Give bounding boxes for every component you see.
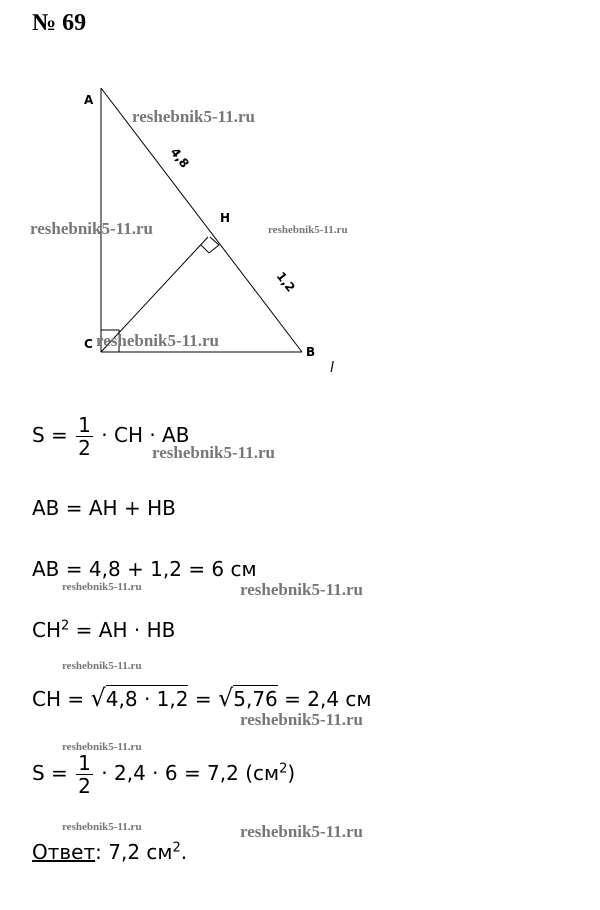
answer-label: Ответ bbox=[32, 840, 96, 864]
vertex-a-label: A bbox=[84, 93, 94, 107]
watermark: reshebnik5-11.ru bbox=[62, 660, 142, 672]
area-calculation: S = $\frac{1}{2}$ · 2,4 · 6 = 7,2 $(см^2)$ bbox=[32, 751, 296, 798]
ch-calculation: CH = √4,8 · 1,2 = √5,76 = 2,4 см bbox=[32, 684, 372, 712]
fraction-one-half: $\frac{1}{2}$ bbox=[78, 751, 91, 798]
watermark: reshebnik5-11.ru bbox=[268, 224, 348, 236]
watermark: reshebnik5-11.ru bbox=[152, 443, 275, 462]
triangle-figure bbox=[0, 0, 600, 400]
fraction-one-half: $\frac{1}{2}$ bbox=[78, 413, 91, 460]
segment-ah-length: 4,8 bbox=[167, 145, 192, 171]
area-formula: S = $\frac{1}{2}$ · CH · AB bbox=[32, 413, 190, 460]
watermark: reshebnik5-11.ru bbox=[96, 331, 219, 350]
watermark: reshebnik5-11.ru bbox=[240, 710, 363, 729]
ch-squared-formula: $CH^2$ = AH · HB bbox=[32, 618, 176, 642]
watermark: reshebnik5-11.ru bbox=[240, 822, 363, 841]
watermark: reshebnik5-11.ru bbox=[62, 821, 142, 833]
segment-hb-length: 1,2 bbox=[273, 269, 298, 295]
ab-sum-formula: AB = AH + HB bbox=[32, 496, 176, 520]
watermark: reshebnik5-11.ru bbox=[30, 219, 153, 238]
watermark: reshebnik5-11.ru bbox=[62, 581, 142, 593]
problem-number: № 69 bbox=[32, 10, 87, 36]
ab-calculation: AB = 4,8 + 1,2 = 6 см bbox=[32, 557, 257, 581]
vertex-b-label: B bbox=[306, 345, 316, 359]
vertex-c-label: C bbox=[84, 337, 93, 351]
answer-line: Ответ: 7,2 $см^2$. bbox=[32, 840, 188, 864]
stray-mark: l bbox=[330, 360, 334, 376]
watermark: reshebnik5-11.ru bbox=[132, 107, 255, 126]
vertex-h-label: H bbox=[220, 211, 231, 225]
watermark: reshebnik5-11.ru bbox=[62, 741, 142, 753]
watermark: reshebnik5-11.ru bbox=[240, 580, 363, 599]
